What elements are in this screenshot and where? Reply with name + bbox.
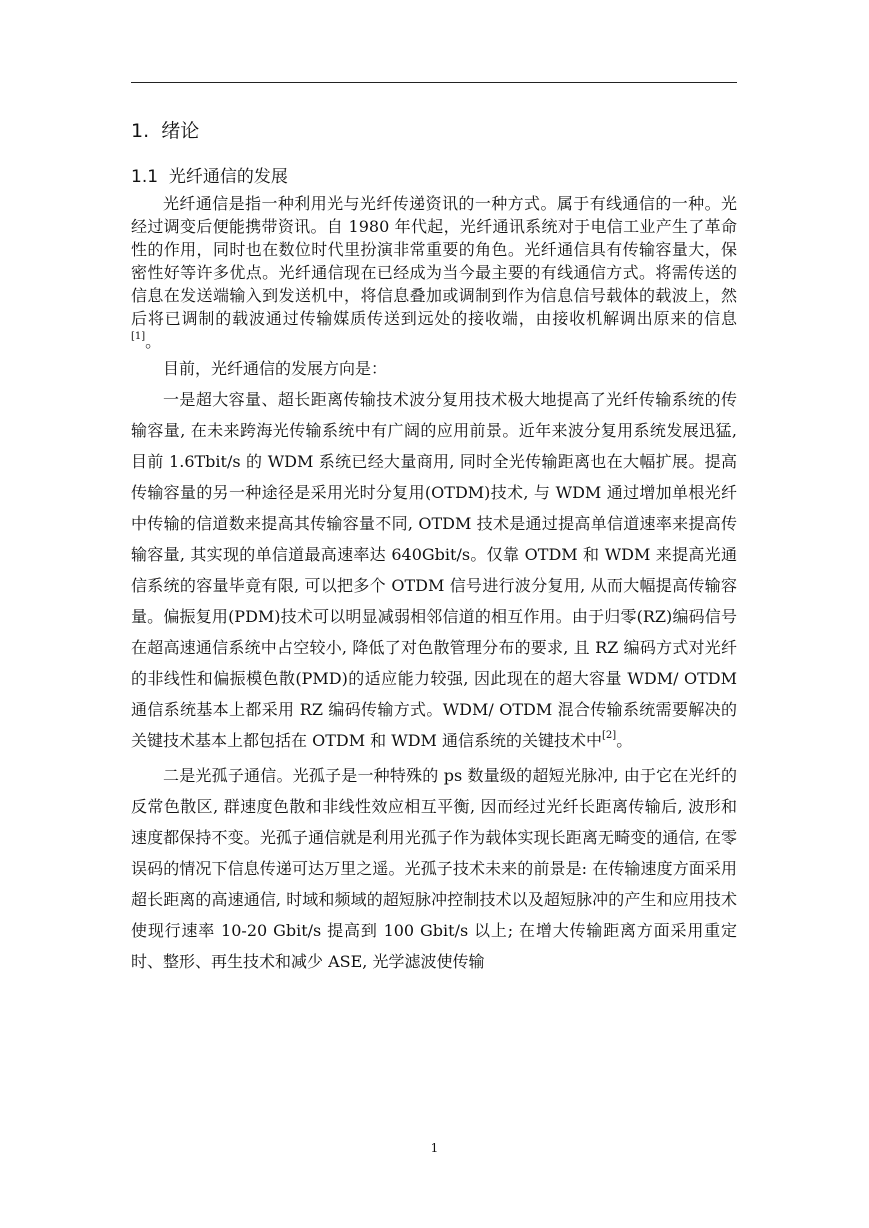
section-number: 1.1 bbox=[131, 167, 159, 187]
body-text bbox=[131, 192, 737, 977]
paragraph-1-text: 光纤通信是指一种利用光与光纤传递资讯的一种方式。属于有线通信的一种。光经过调变后便能携带资讯。自 1980 年代起，光纤通讯系统对于电信工业产生了革命性的作用，同时也在数位时代里扮演非常重要的角色。光纤通信具有传输容量大，保密性好等许多优点。光纤通信现在已经成为当今最主要的有线通信方式。将需传送的信息在发送端输入到发送机中，将信息叠加或调制到作为信息信号载体的载波上，然后将已调制的载波通过传输媒质传送到远处的接收端，由接收机解调出原来的信息 bbox=[131, 194, 737, 328]
paragraph-1 bbox=[131, 192, 737, 353]
paragraph-3-text: 一是超大容量、超长距离传输技术波分复用技术极大地提高了光纤传输系统的传输容量, 在未来跨海光传输系统中有广阔的应用前景。近年来波分复用系统发展迅猛, 目前 1.6Tbit/s 的 WDM 系统已经大量商用, 同时全光传输距离也在大幅扩展。提高传输容量的另一种途径是采用光时分复用(OTDM)技术, 与 WDM 通过增加单根光纤中传输的信道数来提高其传输容量不同, OTDM 技术是通过提高单信道速率来提高传输容量, 其实现的单信道最高速率达 640Gbit/s。仅靠 OTDM 和 WDM 来提高光通信系统的容量毕竟有限, 可以把多个 OTDM 信号进行波分复用, 从而大幅提高传输容量。偏振复用(PDM)技术可以明显减弱相邻信道的相互作用。由于归零(RZ)编码信号在超高速通信系统中占空较小, 降低了对色散管理分布的要求, 且 RZ 编码方式对光纤的非线性和偏振模色散(PMD)的适应能力较强, 因此现在的超大容量 WDM/ OTDM 通信系统基本上都采用 RZ 编码传输方式。WDM/ OTDM 混合传输系统需要解决的关键技术基本上都包括在 OTDM 和 WDM 通信系统的关键技术中 bbox=[131, 390, 737, 750]
paragraph-2 bbox=[131, 353, 737, 384]
paragraph-4-text: 二是光孤子通信。光孤子是一种特殊的 ps 数量级的超短光脉冲, 由于它在光纤的反常色散区, 群速度色散和非线性效应相互平衡, 因而经过光纤长距离传输后, 波形和速度都保持不变。光孤子通信就是利用光孤子作为载体实现长距离无畸变的通信, 在零误码的情况下信息传递可达万里之遥。光孤子技术未来的前景是: 在传输速度方面采用超长距离的高速通信, 时域和频域的超短脉冲控制技术以及超短脉冲的产生和应用技术使现行速率 10-20 Gbit/s 提高到 100 Gbit/s 以上; 在增大传输距离方面采用重定时、整形、再生技术和减少 ASE, 光学滤波使传输 bbox=[131, 766, 737, 971]
chapter-number: 1. bbox=[131, 120, 150, 142]
paragraph-1-end: 。 bbox=[145, 332, 162, 351]
chapter-heading bbox=[131, 116, 199, 143]
page-number: 1 bbox=[430, 1141, 439, 1155]
paragraph-3 bbox=[131, 384, 737, 756]
section-heading bbox=[131, 162, 288, 187]
chapter-title: 绪论 bbox=[161, 120, 200, 142]
paragraph-2-text: 目前，光纤通信的发展方向是： bbox=[163, 359, 388, 378]
paragraph-4 bbox=[131, 760, 737, 977]
paragraph-3-end: 。 bbox=[616, 731, 633, 750]
citation-1: [1] bbox=[131, 331, 146, 342]
citation-2: [2] bbox=[602, 730, 617, 741]
section-title: 光纤通信的发展 bbox=[168, 167, 288, 187]
header-rule bbox=[131, 82, 737, 83]
